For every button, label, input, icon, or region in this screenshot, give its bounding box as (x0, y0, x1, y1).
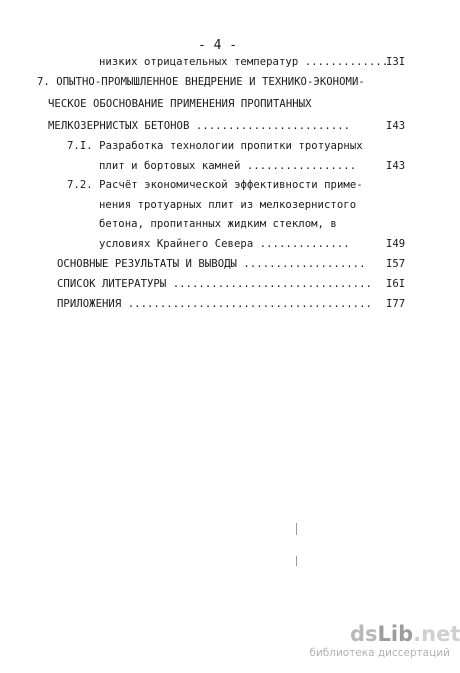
toc-page-number: I49 (386, 238, 406, 250)
toc-line: ПРИЛОЖЕНИЯ ...................................... (57, 298, 372, 310)
toc-page-number: I77 (386, 298, 406, 310)
toc-line: ОСНОВНЫЕ РЕЗУЛЬТАТЫ И ВЫВОДЫ ................... (57, 258, 366, 270)
toc-line: МЕЛКОЗЕРНИСТЫХ БЕТОНОВ ........................ (48, 120, 351, 132)
toc-page-number: I3I (386, 56, 406, 68)
page-number: - 4 - (198, 38, 238, 53)
toc-line: бетона, пропитанных жидким стеклом, в (99, 218, 337, 230)
toc-line: плит и бортовых камней ................. (99, 160, 357, 172)
toc-page-number: I43 (386, 120, 406, 132)
toc-line: 7.2. Расчёт экономической эффективности приме- (67, 179, 363, 191)
scan-artifact-mark (296, 523, 297, 535)
toc-line: низких отрицательных температур ............. (99, 56, 389, 68)
toc-line: условиях Крайнего Севера .............. (99, 238, 350, 250)
scan-artifact-mark (296, 556, 297, 566)
toc-line: 7. ОПЫТНО-ПРОМЫШЛЕННОЕ ВНЕДРЕНИЕ И ТЕХНИКО-ЭКОНОМИ- (37, 76, 365, 88)
watermark (309, 622, 460, 659)
toc-page-number: I6I (386, 278, 406, 290)
toc-line: ЧЕСКОЕ ОБОСНОВАНИЕ ПРИМЕНЕНИЯ ПРОПИТАННЫХ (48, 98, 312, 110)
watermark-logo: dsLib.net (350, 622, 460, 646)
toc-line: СПИСОК ЛИТЕРАТУРЫ ............................... (57, 278, 372, 290)
toc-page-number: I43 (386, 160, 406, 172)
watermark-subtitle: библиотека диссертаций (309, 647, 450, 659)
toc-page-number: I57 (386, 258, 406, 270)
toc-line: нения тротуарных плит из мелкозернистого (99, 199, 357, 211)
toc-line: 7.I. Разработка технологии пропитки тротуарных (67, 140, 363, 152)
